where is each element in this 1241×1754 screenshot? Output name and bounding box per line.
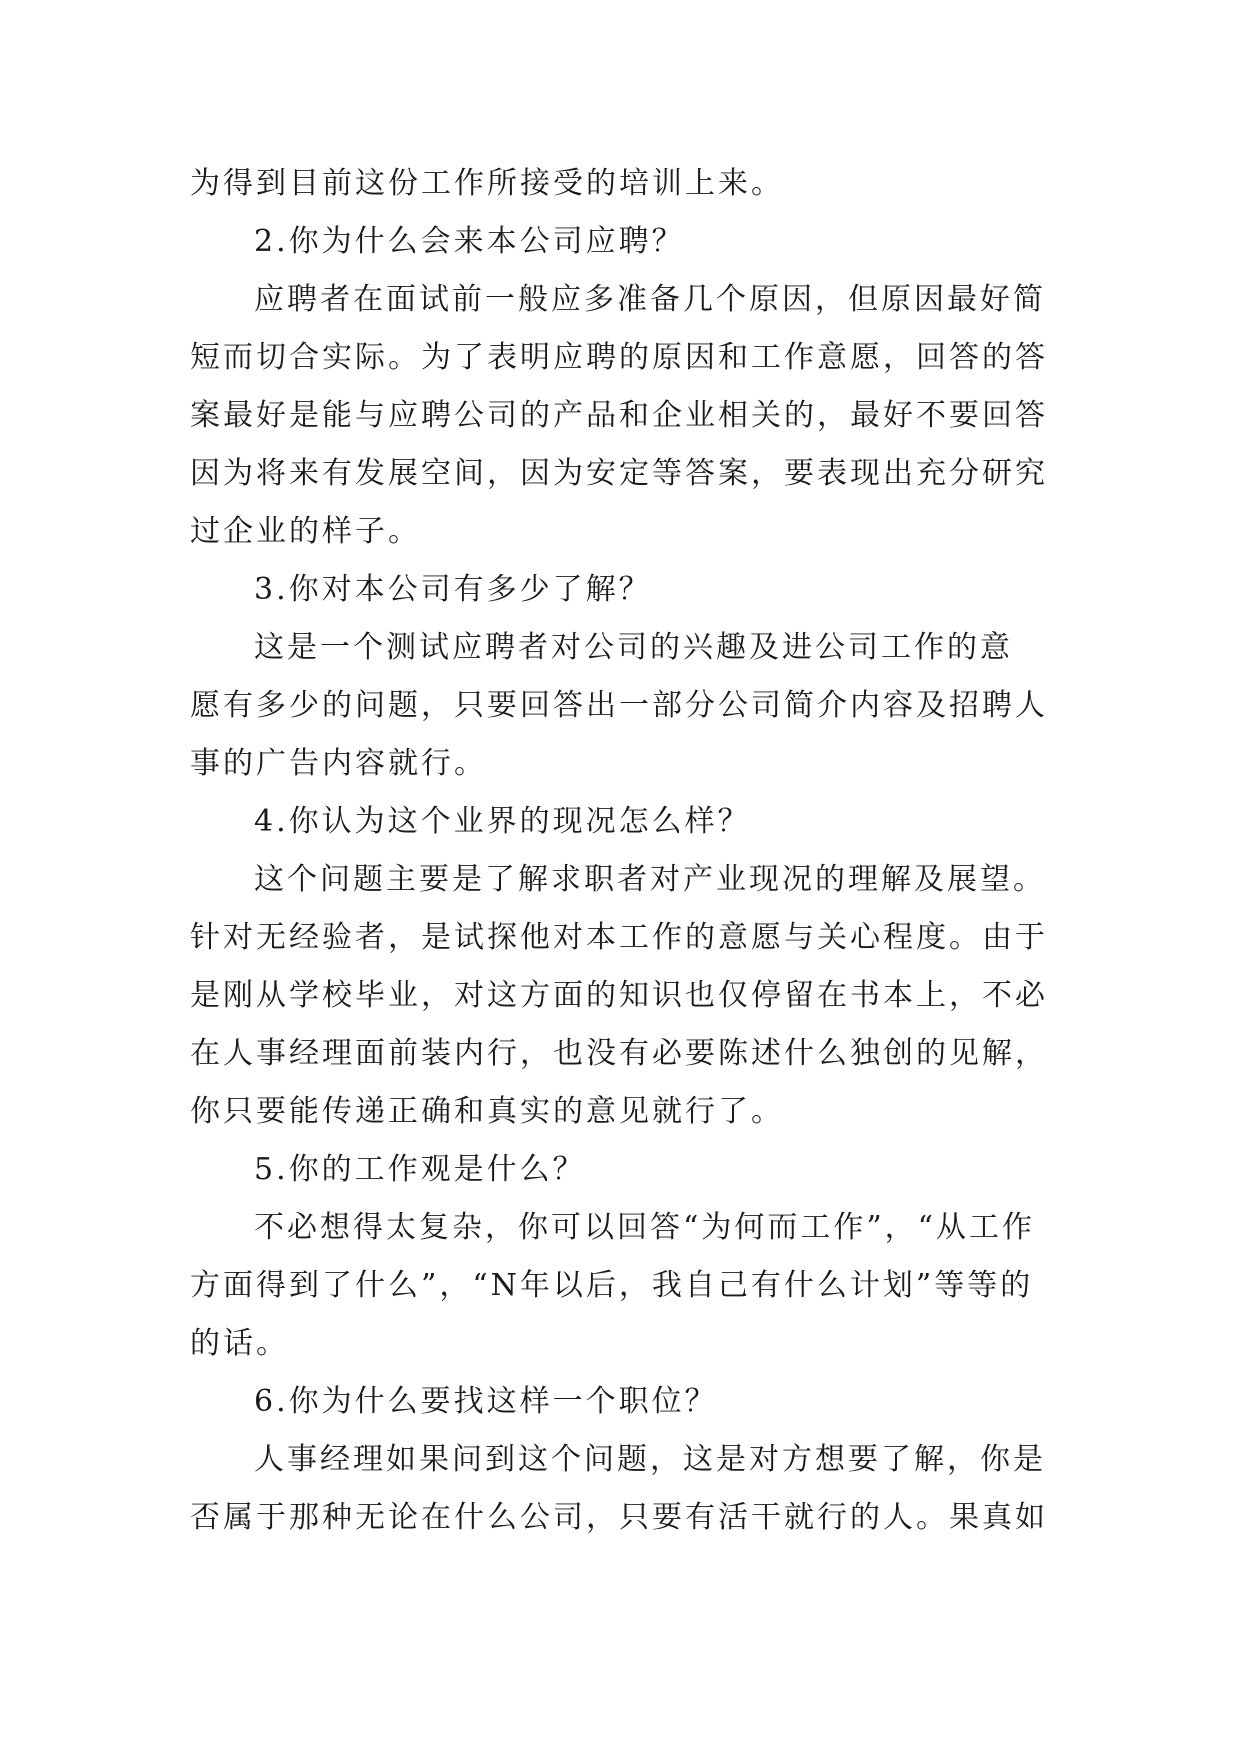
body-text-line: 针对无经验者，是试探他对本工作的意愿与关心程度。由于 [190, 920, 1048, 955]
paragraph-first-line: 不必想得太复杂，你可以回答“为何而工作”，“从工作 [254, 1210, 1036, 1245]
question-heading: 3.你对本公司有多少了解？ [254, 572, 652, 607]
question-heading: 6.你为什么要找这样一个职位？ [254, 1384, 718, 1419]
paragraph-first-line: 人事经理如果问到这个问题，这是对方想要了解，你是 [254, 1442, 1046, 1477]
question-heading: 2.你为什么会来本公司应聘？ [254, 224, 685, 259]
paragraph-first-line: 这个问题主要是了解求职者对产业现况的理解及展望。 [254, 862, 1046, 897]
document-page [190, 155, 1050, 1547]
body-text-line: 愿有多少的问题，只要回答出一部分公司简介内容及招聘人 [190, 688, 1048, 723]
paragraph-first-line: 这是一个测试应聘者对公司的兴趣及进公司工作的意 [254, 630, 1013, 665]
body-text-line: 短而切合实际。为了表明应聘的原因和工作意愿，回答的答 [190, 340, 1048, 375]
body-text-line: 为得到目前这份工作所接受的培训上来。 [190, 166, 784, 201]
body-text-line: 过企业的样子。 [190, 514, 421, 549]
body-text-line: 否属于那种无论在什么公司，只要有活干就行的人。果真如 [190, 1500, 1048, 1535]
body-text-line: 案最好是能与应聘公司的产品和企业相关的，最好不要回答 [190, 398, 1048, 433]
body-text-line: 你只要能传递正确和真实的意见就行了。 [190, 1094, 784, 1129]
question-heading: 4.你认为这个业界的现况怎么样？ [254, 804, 751, 839]
body-text-line: 是刚从学校毕业，对这方面的知识也仅停留在书本上，不必 [190, 978, 1048, 1013]
body-text-line: 在人事经理面前装内行，也没有必要陈述什么独创的见解， [190, 1036, 1048, 1071]
body-text-line: 方面得到了什么”，“N年以后，我自己有什么计划”等等的 [190, 1268, 1034, 1303]
body-text-line: 的话。 [190, 1326, 289, 1361]
body-text-line: 事的广告内容就行。 [190, 746, 487, 781]
question-heading: 5.你的工作观是什么？ [254, 1152, 586, 1187]
body-text-line: 因为将来有发展空间，因为安定等答案，要表现出充分研究 [190, 456, 1048, 491]
paragraph-first-line: 应聘者在面试前一般应多准备几个原因，但原因最好简 [254, 282, 1046, 317]
